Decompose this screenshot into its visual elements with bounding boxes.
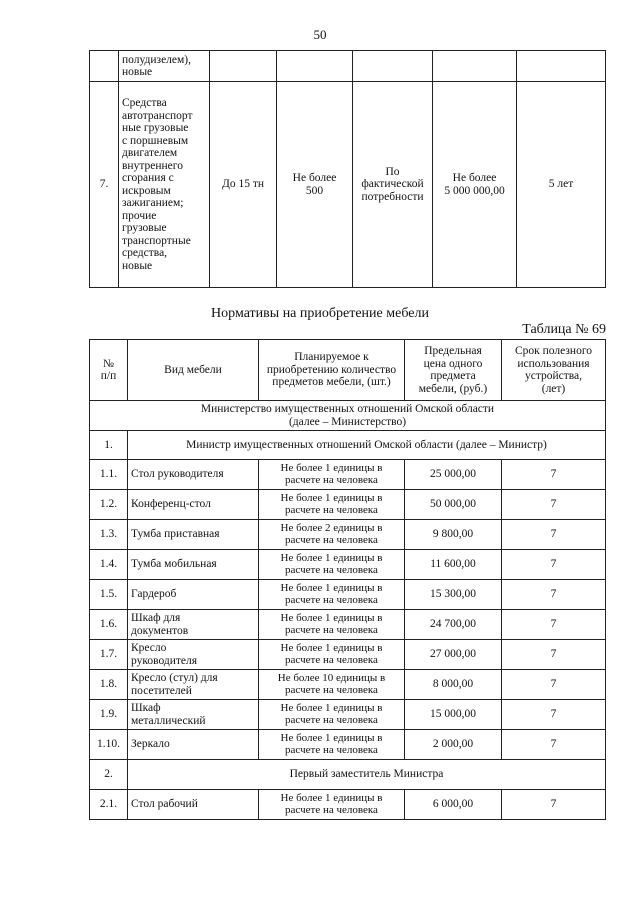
furniture-type: Тумба мобильная <box>128 550 259 580</box>
price-cell: Не более 5 000 000,00 <box>433 82 517 288</box>
need-cell: По фактической потребности <box>353 82 433 288</box>
price-cell: 8 000,00 <box>405 670 502 700</box>
table-row <box>90 51 606 82</box>
table-row <box>90 550 606 580</box>
price-cell: 9 800,00 <box>405 520 502 550</box>
row-number: 1.10. <box>90 730 128 760</box>
furniture-type: Тумба приставная <box>128 520 259 550</box>
quantity-cell: Не более 1 единицы в расчете на человека <box>259 640 405 670</box>
capacity-cell: До 15 тн <box>210 82 277 288</box>
vehicle-name-cell: полудизелем), новые <box>119 51 210 82</box>
price-cell: 6 000,00 <box>405 790 502 820</box>
header-price: Предельная цена одного предмета мебели, (руб.) <box>405 340 502 401</box>
table-row <box>90 670 606 700</box>
term-cell: 7 <box>502 550 606 580</box>
quantity-cell: Не более 1 единицы в расчете на человека <box>259 790 405 820</box>
table-number-label: Таблица № 69 <box>522 322 606 337</box>
page-number: 50 <box>313 27 327 42</box>
term-cell: 7 <box>502 490 606 520</box>
term-cell: 7 <box>502 460 606 490</box>
furniture-type: Стол рабочий <box>128 790 259 820</box>
furniture-type: Зеркало <box>128 730 259 760</box>
quantity-cell: Не более 1 единицы в расчете на человека <box>259 550 405 580</box>
section-title: Министр имущественных отношений Омской области (далее – Министр) <box>128 431 606 460</box>
term-cell: 7 <box>502 640 606 670</box>
price-cell: 25 000,00 <box>405 460 502 490</box>
term-cell: 7 <box>502 520 606 550</box>
quantity-cell: Не более 1 единицы в расчете на человека <box>259 730 405 760</box>
term-cell: 5 лет <box>517 82 606 288</box>
header-row <box>90 340 606 401</box>
table-row <box>90 640 606 670</box>
table-row <box>90 490 606 520</box>
vehicle-table <box>89 50 606 288</box>
row-number: 1.6. <box>90 610 128 640</box>
price-cell: 11 600,00 <box>405 550 502 580</box>
furniture-type: Стол руководителя <box>128 460 259 490</box>
row-number: 1.8. <box>90 670 128 700</box>
quantity-cell: Не более 1 единицы в расчете на человека <box>259 490 405 520</box>
term-cell: 7 <box>502 730 606 760</box>
term-cell: 7 <box>502 610 606 640</box>
table-row <box>90 460 606 490</box>
price-cell: 24 700,00 <box>405 610 502 640</box>
section-number: 1. <box>90 431 128 460</box>
table-row <box>90 790 606 820</box>
section-heading: Нормативы на приобретение мебели <box>211 306 429 321</box>
price-cell: 15 300,00 <box>405 580 502 610</box>
section-number: 2. <box>90 760 128 790</box>
header-term: Срок полезного использования устройства, (лет) <box>502 340 606 401</box>
row-number: 7. <box>90 82 119 288</box>
row-number: 2.1. <box>90 790 128 820</box>
furniture-type: Конференц-стол <box>128 490 259 520</box>
row-number: 1.5. <box>90 580 128 610</box>
furniture-table <box>89 339 606 820</box>
ministry-title: Министерство имущественных отношений Омской области (далее – Министерство) <box>90 401 606 431</box>
section-title: Первый заместитель Министра <box>128 760 606 790</box>
term-cell: 7 <box>502 580 606 610</box>
furniture-type: Кресло руководителя <box>128 640 259 670</box>
row-number: 1.2. <box>90 490 128 520</box>
quantity-cell: Не более 1 единицы в расчете на человека <box>259 610 405 640</box>
table-row <box>90 700 606 730</box>
section-row <box>90 760 606 790</box>
row-number: 1.1. <box>90 460 128 490</box>
quantity-cell: Не более 1 единицы в расчете на человека <box>259 700 405 730</box>
section-row <box>90 431 606 460</box>
quantity-cell: Не более 1 единицы в расчете на человека <box>259 580 405 610</box>
furniture-type: Гардероб <box>128 580 259 610</box>
furniture-type: Шкаф металлический <box>128 700 259 730</box>
price-cell: 27 000,00 <box>405 640 502 670</box>
price-cell: 15 000,00 <box>405 700 502 730</box>
header-quantity: Планируемое к приобретению количество предметов мебели, (шт.) <box>259 340 405 401</box>
row-number: 1.9. <box>90 700 128 730</box>
vehicle-name-cell: Средства автотранспорт ные грузовые с поршневым двигателем внутреннего сгорания с искровым зажиганием; прочие грузовые транспортные средства, новые <box>119 82 210 288</box>
quantity-cell: Не более 500 <box>277 82 353 288</box>
term-cell: 7 <box>502 670 606 700</box>
row-number: 1.3. <box>90 520 128 550</box>
term-cell: 7 <box>502 700 606 730</box>
table-row <box>90 82 606 288</box>
furniture-type: Шкаф для документов <box>128 610 259 640</box>
quantity-cell: Не более 2 единицы в расчете на человека <box>259 520 405 550</box>
header-num: № п/п <box>90 340 128 401</box>
price-cell: 2 000,00 <box>405 730 502 760</box>
table-row <box>90 610 606 640</box>
row-number: 1.4. <box>90 550 128 580</box>
furniture-type: Кресло (стул) для посетителей <box>128 670 259 700</box>
ministry-row <box>90 401 606 431</box>
header-type: Вид мебели <box>128 340 259 401</box>
term-cell: 7 <box>502 790 606 820</box>
table-row <box>90 580 606 610</box>
table-row <box>90 730 606 760</box>
table-row <box>90 520 606 550</box>
quantity-cell: Не более 10 единицы в расчете на человека <box>259 670 405 700</box>
quantity-cell: Не более 1 единицы в расчете на человека <box>259 460 405 490</box>
row-number: 1.7. <box>90 640 128 670</box>
price-cell: 50 000,00 <box>405 490 502 520</box>
